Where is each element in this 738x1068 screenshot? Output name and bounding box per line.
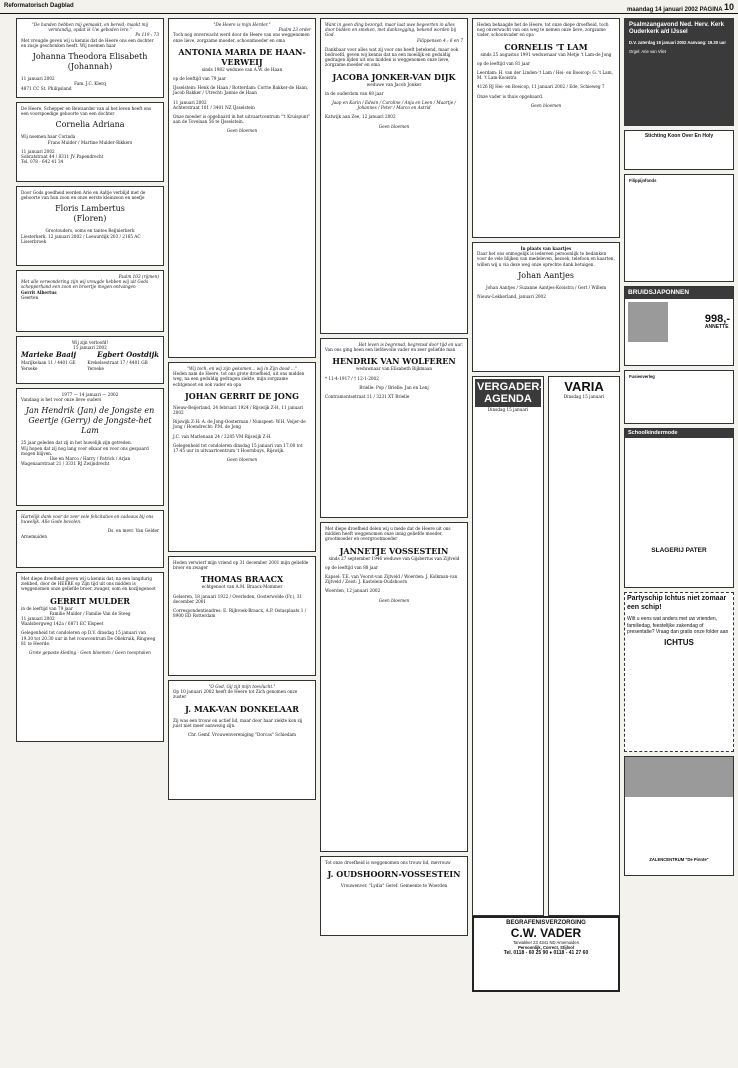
death-notice-mulder [16, 572, 164, 742]
notice-family: Brielle: Pop / Brielle: Jan en Lenj [359, 384, 429, 390]
header-date: maandag 14 januari 2002 PAGINA [626, 7, 724, 13]
birth-notice-johanna [16, 18, 164, 98]
notice-family: Leerdam: H. van der Linden-'t Lam / Hei- en Boeicop: G. 't Lam, M. 't Lam-Kooistra [477, 70, 613, 81]
notice-nickname: (Floren) [73, 214, 107, 224]
notice-text: Hartelijk dank voor de zeer vele felicitaties en cadeaus bij ons huwelijk. Alle Gode bevolen. [21, 514, 154, 525]
notice-footer: Chr. Gemf. Vrouwenvereniging "Dorcas" Schiedam [188, 732, 296, 738]
notice-age: in de ouderdom van 68 jaar [325, 90, 384, 96]
engaged-names [21, 350, 159, 360]
column-4 [472, 18, 620, 996]
notice-family: Johan Aantjes / Suzanne Aantjes-Kooistra / Gert / Willem [485, 284, 607, 290]
notice-reference: Psalm 103 (rijmen) [118, 274, 159, 279]
page-header [0, 0, 738, 14]
notice-details: Onze moeder is opgebaard in het uitvaartcentrum "'t Kruispunt" aan de Tovelaan 56 te IJsselstein. [173, 114, 311, 125]
notice-date: Woerden, 12 januari 2002 [325, 588, 381, 594]
notice-footer: Grote gepaste kleding - Geen bloemen / Geen toespraken [29, 650, 151, 656]
wedding-dress-body [625, 299, 733, 345]
birth-notice-floris [16, 186, 164, 266]
notice-family: Familie Mulder / Familie Van de Steeg [49, 610, 131, 616]
death-notice-de-jong [168, 362, 316, 552]
notice-quote: "Wij toch, en wij zijn gekomen... wij in Zijn dood ..." [187, 366, 297, 371]
notice-family: Jaap en Karin / Edwin / Caroline / Anja en Leen / Maartje / Johannes / Peter / Marco en Astrid [332, 100, 456, 111]
death-notice-braacx [168, 556, 316, 676]
thanks-notice-aantjes [472, 242, 620, 372]
death-notice-van-wolferen [320, 338, 468, 518]
notice-text: Met diepe droefheid geven wij u kennis dat, na een langdurig ziekbed, door de HEERE op Zijn tijd uit ons midden is weggenomen onze geliefde broer, zwager, oom en kozijngenoot [21, 576, 156, 592]
notice-subtitle: weduwe van Jacob Jonker [366, 81, 422, 87]
ad-text: Wilt u eens wat anders met uw vrienden, familiedag, feestelijke zakendag of presentatie? Vraag dan gratis onze folder aan [627, 616, 729, 635]
notice-text: Toch nog onverwacht werd door de Heere van ons weggenomen onze lieve, zorgzame moeder, schoonmoeder en oma [173, 32, 310, 43]
funeral-service-ad [472, 916, 620, 992]
notice-name: CORNELIS 'T LAM [504, 41, 588, 52]
notice-reference: Filippensen 4 : 6 en 7 [416, 37, 463, 43]
notice-quote: Het leven is begrensd, begrensd door tijd en uur. [358, 342, 463, 347]
death-notice-de-haan [168, 18, 316, 358]
page-info [627, 3, 734, 13]
notice-name: GERRIT MULDER [50, 595, 130, 606]
notice-date: 11 januari 2002 [21, 76, 55, 82]
ad-heading: ZALENCENTRUM "De Pinnte" [649, 857, 709, 862]
varia-agenda [548, 376, 620, 916]
column-5 [624, 18, 734, 880]
notice-family: Ilse en Marco / Harry / Patrick / Arjan [49, 456, 131, 462]
notice-dates: Gelseren, 18 januari 1922 / Overleden, Oosterwolde (Fr.), 31 december 2001 [173, 593, 303, 604]
ad-heading: Stichting Koon Over En Holy [644, 133, 714, 139]
ad-heading: Fusieoverleg [629, 374, 655, 379]
death-notice-jonker [320, 18, 468, 334]
notice-nickname: Geerten [21, 294, 39, 300]
notice-footer: Geen bloemen [226, 457, 258, 463]
notice-years: 1977 — 14 januari — 2002 [61, 392, 119, 397]
notice-dates: * 11-4-1917 / † 12-1-2002 [325, 375, 379, 381]
foundation-ad [624, 130, 734, 170]
ad-telephone: Tel. 0118 - 60 25 90 ♦ 0118 - 41 27 60 [503, 949, 589, 956]
notice-text: Van ons ging heen een liefdevolle vader en zeer geliefde man [325, 347, 456, 353]
birth-notice-gerrit [16, 270, 164, 332]
column-1 [16, 18, 164, 746]
notice-quote: "O God, Gij zijt mijn toevlucht." [208, 684, 276, 689]
ad-address: Tarwakker 23 4341 ND Arnemuiden [512, 940, 580, 946]
notice-dates: Nieuw-Beijerland, 24 februari 1924 / Rijswijk Z-H, 11 januari 2002 [173, 404, 304, 416]
notice-details: Gelegenheid tot condoleren dinsdag 15 januari van 17.00 tot 17.45 uur in uitvaartcentrum 't Hoornbuys, Rijswijk. [173, 442, 303, 454]
ad-heading: Schoolkindermode [625, 429, 733, 438]
ad-heading: BRUIDSJAPONNEN [625, 287, 733, 299]
notice-nickname: (Johannah) [67, 62, 113, 72]
notice-text: Met diepe droefheid delen wij u mede dat de Heere uit ons midden heeft weggenomen onze innig geliefde moeder, grootmoeder en overgrootmoeder [325, 526, 451, 542]
notice-name: Cornelia Adriana [55, 120, 125, 130]
ad-brand: ICHTUS [664, 637, 694, 647]
notice-telephone: Tel. 078 - 642 41 34 [21, 159, 64, 165]
notice-date: 11 januari 2002 [21, 616, 55, 622]
ad-slogan: Persoonlijk, Correct, Stijlvol [518, 945, 574, 951]
thanks-notice [16, 510, 164, 568]
butcher-name: SLAGERIJ PATER [651, 547, 707, 555]
notice-name: JACOBA JONKER-VAN DIJK [332, 71, 456, 82]
notice-address: 4871 CC St. Philipsland [21, 86, 72, 92]
ad-heading: BEGRAFENISVERZORGING [506, 920, 586, 926]
notice-details: Gelegenheid tot condoleren op D.V. dinsdag 15 januari van 19.30 tot 20.30 uur in het rouwcentrum De Oliekruik, Ringweg 81 te Heerde. [21, 630, 156, 646]
notice-address: Marijkelaan 11 / 4401 GE Yerseke [21, 360, 76, 371]
notice-address: J.C. van Marlenaan 24 / 2285 VM Rijswijk Z-H [173, 433, 271, 439]
notice-text: Daar het ons onmogelijk is iedereen persoonlijk te bedanken voor de vele blijken van medeleven, bezoek, telefoon en kaarten, willen wij u via deze weg onze oprechte dank betuigen. [477, 251, 615, 267]
notice-date: 15 januari 2002 [73, 345, 107, 351]
notice-details: Zij was een trouw en actief lid, maar door haar ziekte kon zij juist niet meer aanwezig zijn. [173, 717, 303, 728]
notice-quote: "De handen hebben mij gemaakt, en bereid; maakt mij verstandig, opdat ik Uw geboden lere." [31, 22, 149, 33]
notice-address: Krekelsestraat 17 / 4401 GB Yerseke [87, 360, 148, 371]
ad-heading: Partyschip Ichtus niet zomaar een schip! [627, 595, 727, 611]
death-notice-vossestein [320, 522, 468, 852]
varia-subtitle: Dinsdag 15 januari [563, 394, 605, 399]
notice-text: De Heere, Schepper en Bewaarder van al het leven heeft ons een voorspoedige geboorte van een dochter [21, 106, 152, 117]
notice-place: Arnemuiden [21, 533, 48, 539]
agenda-section [472, 376, 620, 916]
notice-text: Op 10 januari 2002 heeft de Heere tot Zich genomen onze zuster [173, 689, 298, 700]
ad-heading: Psalmzangavond Ned. Herv. Kerk Ouderkerk a/d IJssel [629, 22, 724, 35]
notice-date: 11 januari 2002 [173, 99, 207, 105]
notice-subtitle: sinds 25 augustus 1991 weduwnaar van Metje 't Lam-de Jong [480, 51, 612, 57]
notice-name: ANTONIA MARIA DE HAAN-VERWEIJ [178, 46, 306, 67]
notice-name: Jan Hendrik (Jan) de Jongste en Geertje (Gerry) de Jongste-het Lam [25, 406, 155, 436]
notice-age: op de leeftijd van 79 jaar [173, 76, 227, 82]
ad-heading: Filippijnfonds [629, 178, 657, 183]
notice-name: JOHAN GERRIT DE JONG [184, 390, 300, 401]
notice-address: Achterstraat 101 / 3401 NZ IJsselstein [173, 104, 255, 110]
notice-name: Johanna Theodora Elisabeth [32, 52, 148, 62]
anniversary-notice [16, 388, 164, 506]
notice-details: Onze vader is thuis opgebaard. [477, 93, 544, 99]
notice-quote: "De Heere is mijn Herder." [213, 22, 271, 27]
notice-family: Rijswijk Z-H: A. de Jong-Oosterman / Nunspeet: W.H. Veijer-de Jong / Hoendrecht: P.M. de Jong [173, 419, 306, 430]
notice-address: Liesterkerk, 12 januari 2002 / Loeuurdijk 203 / 2165 AC Lisserbroek [21, 233, 141, 244]
notice-footer: Vrouwenver. "Lydia" Geref. Gemeente te Woerden [340, 883, 448, 889]
notice-quote: Want in geen ding bezorgd, maar laat uwe begeerten in alles door bidden en smeken, met dankzegging, bekend worden bij God. [325, 22, 457, 38]
ad-shop-name: ANNETTE [704, 324, 729, 331]
engagement-notice [16, 336, 164, 384]
notice-address: Correspondentieadres: E. Rijbroek-Braacx, A.P. Ostasplaats 1 / 8900 ED Rotterdam [173, 608, 307, 619]
hall-photo [625, 757, 733, 797]
notice-heading: In plaats van kaartjes [520, 246, 572, 251]
party-ship-ad [624, 592, 734, 752]
notice-name: J. OUDSHOORN-VOSSESTEIN [327, 869, 461, 880]
notice-text: Door Gods goedheid werden Arie en Aaltje verblijd met de geboorte van hun zoon en onze eerste kleinzoon en neefje [21, 190, 146, 201]
birth-notice-cornelia [16, 102, 164, 182]
notice-subtitle: weduwnaar van Elisabeth Rijkmaan [355, 366, 433, 372]
notice-address: Nieuw-Lekkerland, januari 2002 [477, 294, 546, 300]
notice-family: Frans Mulder / Martine Mulder-Rikkers [47, 139, 133, 145]
varia-title: VARIA [564, 379, 604, 394]
notice-subtitle: echtgenoot van A.M. Braacx-Mommer [201, 584, 283, 590]
notice-footer: Geen bloemen [226, 128, 258, 134]
notice-name: HENDRIK VAN WOLFEREN [332, 356, 456, 367]
ad-price: 998,- [704, 313, 730, 326]
notice-heading: Wij zijn verloofd! [71, 340, 109, 345]
notice-name: Johan Aantjes [518, 270, 574, 280]
notice-family: IJsselstein: Henk de Haan / Rotterdam: Corrie Bakker-de Haan, Jacob Bakker / Utrecht: Jannie de Haan [173, 85, 309, 96]
notice-age: in de leeftijd van 79 jaar [21, 605, 73, 611]
notice-subtitle: sinds 27 september 1946 weduwe van Gijsbertus van Zijtveld [328, 555, 460, 561]
notice-name: Gerrit Albertus [21, 289, 57, 295]
dress-image [628, 302, 668, 342]
notice-date: 11 januari 2002 [21, 148, 55, 154]
notice-name: Egbert Oostdijk [97, 350, 159, 360]
notice-family: Grootouders, ooms en tantes Reijnierkerk [45, 228, 135, 234]
notice-name: Floris Lambertus [55, 204, 125, 214]
page-number: 10 [723, 2, 734, 12]
masthead: Reformatorisch Dagblad [4, 3, 74, 9]
notice-family: Fam. J.C. Klerq [74, 81, 106, 87]
notice-footer: Geen bloemen [530, 102, 562, 108]
notice-footer: Geen bloemen [378, 123, 410, 129]
notice-text: Vandaag is het voor onze lieve ouders [21, 397, 102, 403]
notice-text: Heden verwierf mijn vriend op 31 december 2001 mijn geliefde broer en zwager [173, 560, 309, 571]
notice-age: op de leeftijd van 81 jaar [477, 60, 531, 66]
philippines-fund-ad [624, 174, 734, 282]
psalm-evening-ad [624, 18, 734, 126]
notice-name: JANNETJE VOSSESTEIN [339, 545, 449, 556]
agenda-title: VERGADER-AGENDA [477, 381, 544, 405]
notice-text: Met vreugde geven wij u kennis dat de Heere ons een dochter en zusje geschonken heeft. Wij noemen haar [21, 37, 154, 48]
notice-text: 25 jaar geleden dat zij in het huwelijk zijn getreden. [21, 440, 133, 446]
notice-name: THOMAS BRAACX [200, 574, 284, 585]
wedding-dress-ad [624, 286, 734, 366]
school-fashion-ad [624, 428, 734, 588]
death-notice-t-lam [472, 18, 620, 238]
notice-name: Marieke Baaij [21, 350, 77, 360]
notice-reference: Psalm 23 order [278, 27, 311, 33]
notice-text: Heden behaagde het de Heere, tot onze diepe droefheid, toch nog onverwacht van ons weg te nemen onze lieve, zorgzame vader, schoonvader en opa [477, 22, 609, 38]
notice-subtitle: sinds 1982 weduwe van A.W. de Haan [201, 66, 283, 72]
ad-date: D.V. zaterdag 19 januari 2002 Aanvang: 19.30 uur [629, 40, 726, 45]
vergader-agenda [472, 376, 544, 916]
notice-text: Dankbaar voor alles wat zij voor ons heeft betekend, maar ook bedroefd, geven wij kennis dat na een moeilijk en geduldig gedragen lijden uit ons midden is weggenomen onze lieve, zorgzame moeder en oma [325, 46, 459, 68]
notice-text: Tot onze droefheid is weggenomen ons trouw lid, mevrouw [325, 860, 451, 865]
notice-footer: Geen bloemen [378, 597, 410, 603]
notice-name: Ds. en mevr. Van Gelder [107, 528, 159, 534]
agenda-subtitle: Dinsdag 15 januari [487, 407, 529, 412]
notice-text: Heden nam de Heere, tot ons grote droefheid, uit ons midden weg, na een geduldig gedragen ziekte, mijn zorgzame echtgenoot en ook vader en opa [173, 371, 305, 387]
notice-text: Met alle verwondering zijn wij vreugde hebben wij uit Gods schepperhand een zoon en broertje mogen ontvangen [21, 279, 149, 290]
notice-family: Kapsel: T.E. van Voorst-van Zijtveld / Woerden: J. Kolkman-van Zijtveld / Zeist: J. Kastelein-Oudshoorn [325, 574, 458, 585]
ad-company-name: C.W. VADER [510, 926, 582, 941]
notice-text: Wij noemen haar Corinda [21, 134, 76, 140]
ad-organist: Orgel: Arie van Vliet [629, 49, 667, 55]
hall-centre-ad [624, 756, 734, 876]
column-2 [168, 18, 316, 804]
notice-address: Wagenaarstraat 21 / 3331 RJ Zwijndrecht [21, 461, 110, 467]
notice-age: op de leeftijd van 88 jaar [325, 564, 379, 570]
notice-address: Sobratstraat 44 / 8311 JV Papendrecht [21, 154, 104, 160]
notice-reference: Ps 119 : 73 [135, 32, 159, 38]
death-notice-mak [168, 680, 316, 800]
column-3 [320, 18, 468, 940]
death-notice-oudshoorn [320, 856, 468, 936]
notice-date: Katwijk aan Zee, 12 januari 2002 [325, 114, 396, 120]
merger-notice [624, 370, 734, 424]
notice-text: Wij hopen dat zij nog lang voor elkaar en voor ons gespaard mogen blijven. [21, 445, 149, 456]
notice-address: Contramontsetraat 11 / 3231 XT Brielle [325, 394, 410, 400]
notice-address: 4126 RJ Hei- en Boeicop, 11 januari 2002 / Ede, Schieweg 7 [477, 84, 605, 90]
notice-name: J. MAK-VAN DONKELAAR [185, 703, 299, 714]
notice-address: Waalsbergweg 142a / 6871 EC Elspeet [21, 621, 104, 627]
engaged-addresses [21, 360, 159, 370]
